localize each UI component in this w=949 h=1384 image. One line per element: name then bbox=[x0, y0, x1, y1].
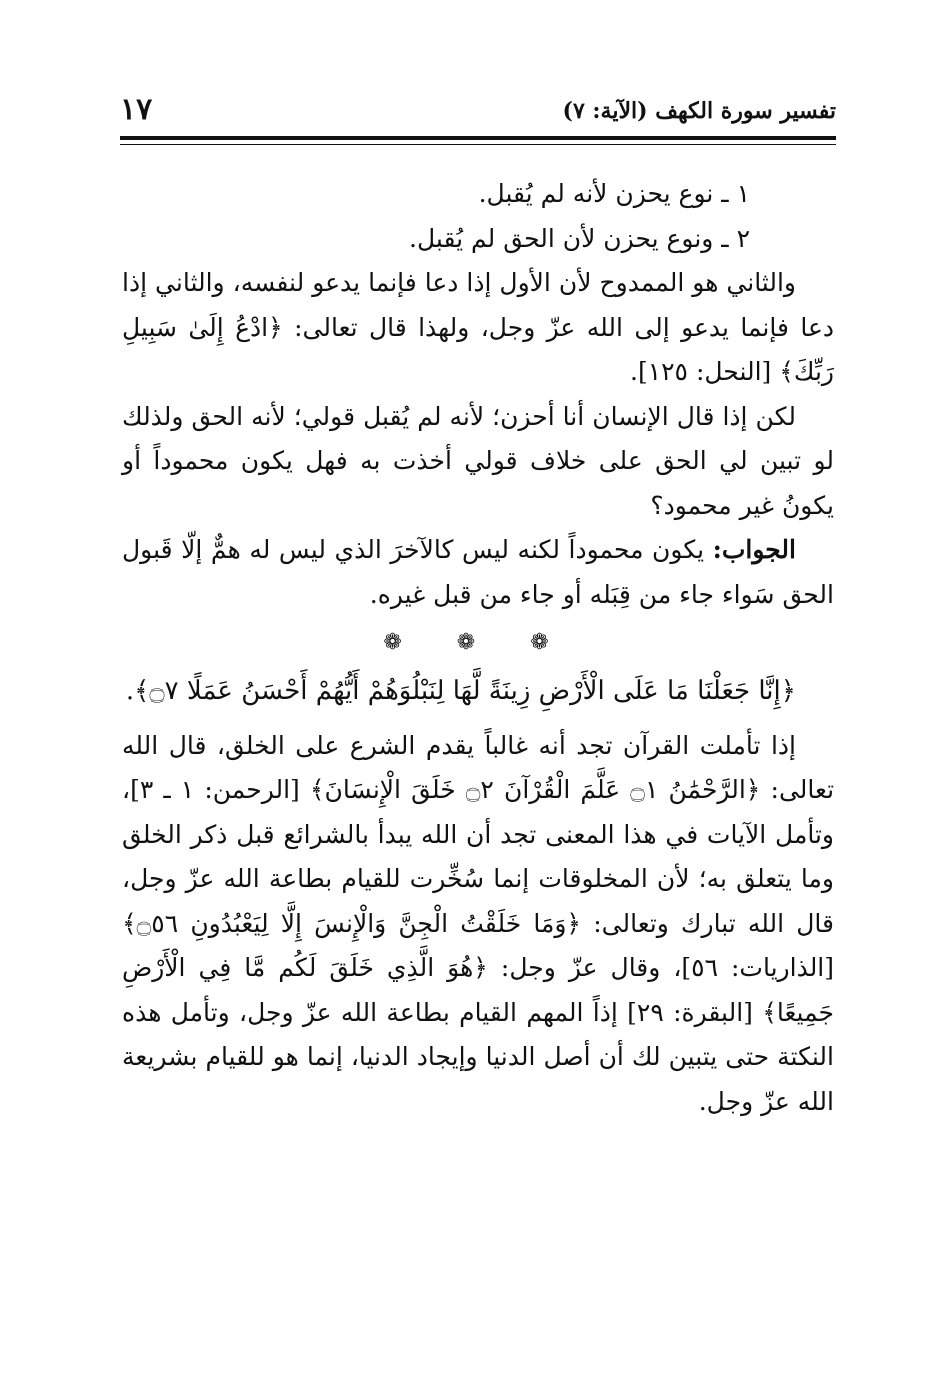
answer-label: الجواب: bbox=[712, 535, 796, 564]
paragraph: لكن إذا قال الإنسان أنا أحزن؛ لأنه لم يُقبل قولي؛ لأنه الحق ولذلك لو تبين لي الحق على خلاف قولي أخذت به فهل يكون محموداً أو يكونُ غير محمود؟ bbox=[122, 401, 834, 520]
paragraph-text: [الرحمن: ١ ـ ٣]، وتأمل الآيات في هذا المعنى تجد أن الله يبدأ بالشرائع قبل ذكر الخلق وما يتعلق به؛ لأن المخلوقات إنما سُخِّرت للقيام بطاعة الله عزّ وجل، قال الله تبارك وتعالى: bbox=[122, 775, 834, 938]
header-rule-thick bbox=[120, 136, 836, 140]
spacer bbox=[122, 714, 834, 724]
paragraph-text: يكون محموداً لكنه ليس كالآخرَ الذي ليس له همٌّ إلّا قَبول الحق سَواء جاء من قِبَله أو جاء من قبل غيره. bbox=[122, 535, 834, 609]
page-body bbox=[122, 172, 834, 1124]
paragraph-text: [الذاريات: ٥٦]، وقال عزّ وجل: bbox=[487, 953, 835, 982]
list-item: ٢ ـ ونوع يحزن لأن الحق لم يُقبل. bbox=[409, 223, 750, 253]
verse-reference: [النحل: ١٢٥]. bbox=[630, 357, 780, 386]
running-title: تفسير سورة الكهف (الآية: ٧) bbox=[562, 98, 836, 124]
paragraph-text: [البقرة: ٢٩] إذاً المهم القيام بطاعة الله عزّ وجل، وتأمل هذه النكتة حتى يتبين لك أن أصل الدنيا وإيجاد الدنيا، إنما هو للقيام بشريعة الله عزّ وجل. bbox=[122, 997, 834, 1116]
quran-quote: ﴿الرَّحْمَٰنُ ۝١ عَلَّمَ الْقُرْآنَ ۝٢ خَلَقَ الْإِنسَانَ﴾ bbox=[309, 775, 761, 804]
section-separator: ❁ ❁ ❁ bbox=[383, 630, 573, 655]
page-header bbox=[120, 92, 836, 132]
list-item: ١ ـ نوع يحزن لأنه لم يُقبل. bbox=[478, 179, 750, 208]
quran-quote: ﴿وَمَا خَلَقْتُ الْجِنَّ وَالْإِنسَ إِلَّا لِيَعْبُدُونِ ۝٥٦﴾ bbox=[122, 908, 582, 938]
paragraph bbox=[122, 261, 834, 395]
paragraph-text: والثاني هو الممدوح لأن الأول إذا دعا فإنما يدعو لنفسه، والثاني إذا دعا فإنما يدعو إلى الله عزّ وجل، ولهذا قال تعالى: bbox=[122, 268, 834, 342]
paragraph-text: إذا تأملت القرآن تجد أنه غالباً يقدم الشرع على الخلق، قال الله تعالى: bbox=[122, 730, 835, 804]
quran-quote: ﴿ادْعُ إِلَىٰ سَبِيلِ رَبِّكَ﴾ bbox=[122, 312, 834, 386]
header-rule-thin bbox=[120, 144, 836, 145]
page-number: ١٧ bbox=[120, 92, 153, 127]
quran-verse: ﴿إِنَّا جَعَلْنَا مَا عَلَى الْأَرْضِ زِينَةً لَّهَا لِنَبْلُوَهُمْ أَيُّهُمْ أَحْسَنُ عَمَلًا ۝٧﴾. bbox=[125, 676, 796, 706]
quran-quote: ﴿هُوَ الَّذِي خَلَقَ لَكُم مَّا فِي الْأَرْضِ جَمِيعًا﴾ bbox=[122, 953, 834, 1027]
paragraph bbox=[122, 528, 834, 617]
paragraph bbox=[122, 724, 834, 1125]
